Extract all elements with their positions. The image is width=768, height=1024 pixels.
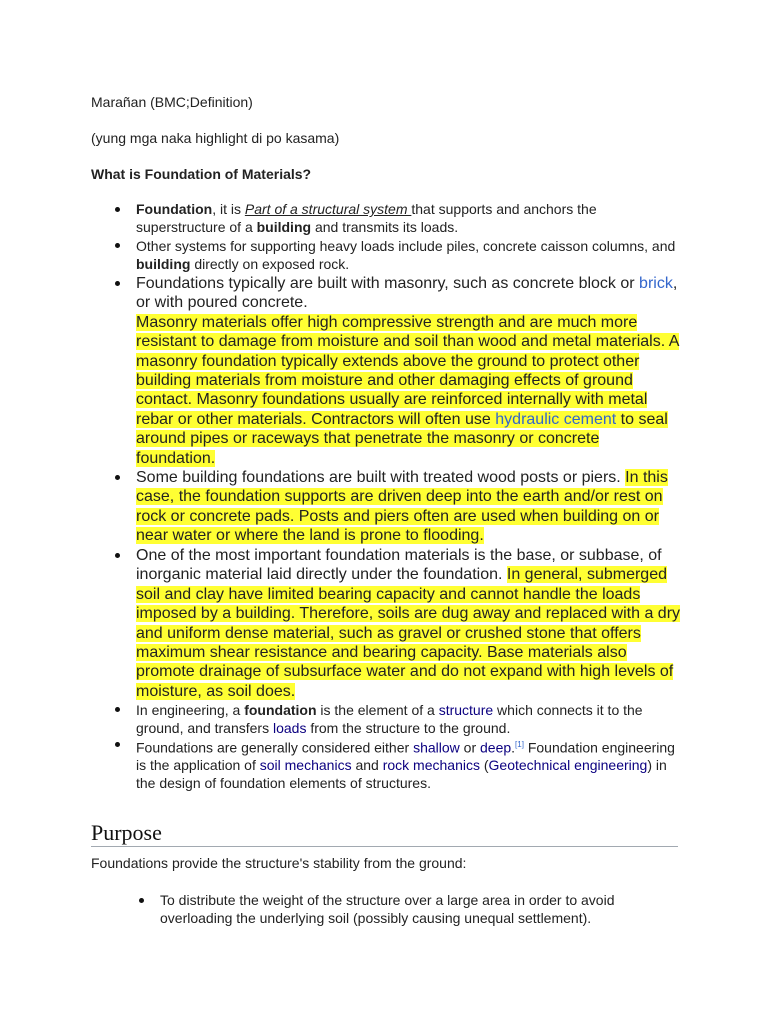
list-item-text: Foundations are generally considered either shallow or deep.[1] Foundation engineering is the application of soil mechanics and rock mechanics (Geotechnical engineering) in the design of foundation elements of structures. <box>136 739 675 791</box>
highlighted-text: Masonry materials offer high compressive strength and are much more resistant to damage from moisture and soil than wood and metal materials. A masonry foundation typically extends above the ground to protect other building materials from moisture and other damaging effects of ground contact. Masonry foundations usually are reinforced internally with metal rebar or other materials. Contractors will often use <box>136 313 680 428</box>
bullet-icon <box>115 243 123 251</box>
purpose-heading: Purpose <box>91 820 162 845</box>
heading-divider <box>91 846 678 847</box>
purpose-intro: Foundations provide the structure's stability from the ground: <box>91 855 467 871</box>
note-line: (yung mga naka highlight di po kasama) <box>91 130 340 146</box>
question-heading: What is Foundation of Materials? <box>91 166 312 182</box>
geotechnical-engineering-link[interactable]: Geotechnical engineering <box>488 757 648 774</box>
list-item-text: Some building foundations are built with treated wood posts or piers. In this case, the foundation supports are driven deep into the earth and/or rest on rock or concrete pads. Posts and piers often are used when building on or near water or where the land is prone to flooding. <box>136 469 668 545</box>
bullet-icon <box>115 707 123 715</box>
brick-link[interactable]: brick <box>639 275 673 292</box>
soil-mechanics-link[interactable]: soil mechanics <box>259 757 352 774</box>
highlighted-text: In this case, the foundation supports are driven deep into the earth and/or rest on rock or concrete pads. Posts and piers often are used when building on or near water or where the land is prone to flooding. <box>136 469 668 545</box>
bullet-icon <box>139 898 147 906</box>
citation-link[interactable]: [1] <box>515 740 524 749</box>
bullet-icon <box>115 742 123 750</box>
bullet-icon <box>115 281 123 289</box>
list-item-text: Foundations typically are built with masonry, such as concrete block or brick, or with poured concrete. Masonry materials offer high compressive strength and are much more resistant to damage from moisture and soil than wood and metal materials. A masonry foundation typically extends above the ground to protect other building materials from moisture and other damaging effects of ground contact. Masonry foundations usually are reinforced internally with metal rebar or other materials. Contractors will often use hydraulic cement to seal around pipes or raceways that penetrate the masonry or concrete foundation. <box>136 275 680 467</box>
bullet-icon <box>115 207 123 215</box>
bullet-icon <box>115 475 123 483</box>
list-item-text: In engineering, a foundation is the element of a structure which connects it to the ground, and transfers loads from the structure to the ground. <box>136 702 643 736</box>
list-item-text: One of the most important foundation materials is the base, or subbase, of inorganic material laid directly under the foundation. In general, submerged soil and clay have limited bearing capacity and cannot handle the loads imposed by a building. Therefore, soils are dug away and replaced with a dry and uniform dense material, such as gravel or crushed stone that offers maximum shear resistance and bearing capacity. Base materials also promote drainage of subsurface water and do not expand with high levels of moisture, as soil does. <box>136 547 681 700</box>
structure-link[interactable]: structure <box>438 702 494 718</box>
highlighted-text: In general, submerged soil and clay have limited bearing capacity and cannot handle the loads imposed by a building. Therefore, soils are dug away and replaced with a dry and uniform dense material, such as gravel or crushed stone that offers maximum shear resistance and bearing capacity. Base materials also promote drainage of subsurface water and do not expand with high levels of moisture, as soil does. <box>136 566 681 700</box>
deep-link[interactable]: deep <box>480 739 512 756</box>
list-item-text: Foundation, it is Part of a structural system that supports and anchors the superstructure of a building and transmits its loads. <box>136 201 597 235</box>
list-item-text: Other systems for supporting heavy loads include piles, concrete caisson columns, and building directly on exposed rock. <box>136 238 676 272</box>
bullet-icon <box>115 553 123 561</box>
loads-link[interactable]: loads <box>272 719 307 736</box>
author-line: Marañan (BMC;Definition) <box>91 94 253 110</box>
hydraulic-cement-link[interactable]: hydraulic cement <box>495 410 617 428</box>
list-item-text: To distribute the weight of the structure over a large area in order to avoid overloading the underlying soil (possibly causing unequal settlement). <box>160 892 615 926</box>
rock-mechanics-link[interactable]: rock mechanics <box>382 757 480 774</box>
shallow-link[interactable]: shallow <box>413 739 460 756</box>
